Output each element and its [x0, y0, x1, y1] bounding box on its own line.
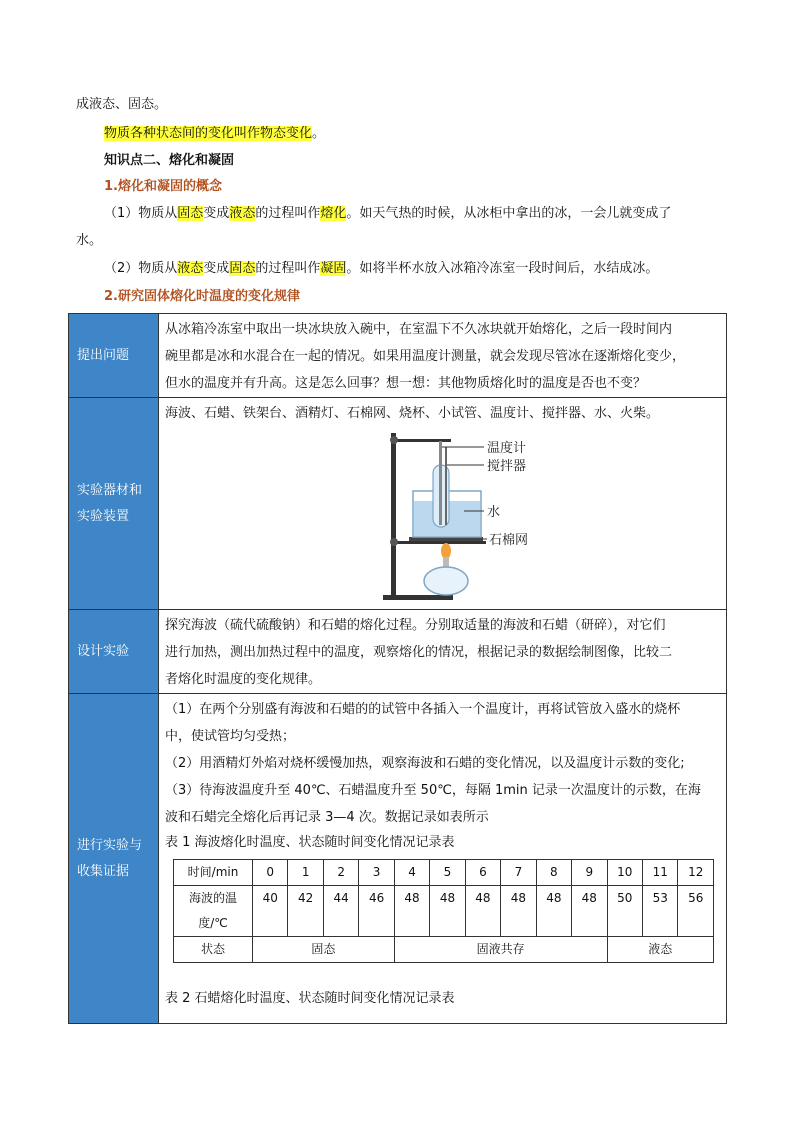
label-procedure-line: 进行实验与	[77, 837, 143, 853]
p2-highlight-solid: 固态	[229, 261, 256, 276]
p1-part: （1）物质从	[104, 206, 178, 221]
text-line: 波和石蜡完全熔化后再记录 3—4 次。数据记录如表所示	[165, 810, 489, 825]
section-title-text: 知识点二、熔化和凝固	[104, 153, 235, 168]
ring-support	[391, 541, 486, 544]
cell-question	[159, 314, 727, 398]
label-equipment-line: 实验装置	[77, 508, 130, 524]
time-cell: 6	[465, 860, 500, 886]
label-thermometer: 温度计	[487, 441, 527, 456]
temperature-cell: 53	[642, 886, 677, 937]
subsection-title-1	[104, 177, 222, 197]
time-cell: 10	[607, 860, 642, 886]
row-design	[69, 610, 727, 694]
intro-text: 成液态、固态。	[76, 97, 168, 112]
label-procedure	[69, 694, 159, 1024]
temperature-cell: 42	[288, 886, 323, 937]
thermometer	[439, 441, 442, 525]
time-cell: 9	[572, 860, 607, 886]
paragraph-2	[104, 259, 658, 279]
temperature-cell: 40	[253, 886, 288, 937]
label-water: 水	[487, 505, 501, 520]
temperature-cell: 56	[678, 886, 714, 937]
label-question-text: 提出问题	[77, 347, 130, 363]
p1-highlight-liquid: 液态	[229, 206, 256, 221]
subsection-title-1-text: 1.熔化和凝固的概念	[104, 179, 222, 194]
row-procedure	[69, 694, 727, 1024]
text-line: 从冰箱冷冻室中取出一块冰块放入碗中，在室温下不久冰块就开始熔化，之后一段时间内	[165, 322, 673, 337]
subsection-title-2	[104, 287, 300, 307]
row-question	[69, 314, 727, 398]
table2-caption: 表 2 石蜡熔化时温度、状态随时间变化情况记录表	[165, 991, 455, 1006]
p1-part: 变成	[203, 206, 230, 221]
label-equipment-line: 实验器材和	[77, 482, 143, 498]
temperature-cell: 48	[501, 886, 536, 937]
temperature-header-line: 海波的温	[188, 891, 237, 905]
temperature-cell: 50	[607, 886, 642, 937]
time-cell: 12	[678, 860, 714, 886]
p2-highlight-liquid: 液态	[177, 261, 204, 276]
label-stirrer: 搅拌器	[487, 459, 527, 474]
alcohol-lamp	[424, 567, 468, 595]
subsection-title-2-text: 2.研究固体熔化时温度的变化规律	[104, 289, 300, 304]
p2-part: （2）物质从	[104, 261, 178, 276]
paragraph-1	[104, 204, 671, 224]
label-question	[69, 314, 159, 398]
temperature-cell: 48	[394, 886, 429, 937]
p2-part: 。如将半杯水放入冰箱冷冻室一段时间后，水结成冰。	[346, 261, 659, 276]
time-row	[174, 860, 714, 886]
temperature-cell: 48	[536, 886, 571, 937]
time-cell: 11	[642, 860, 677, 886]
time-cell: 1	[288, 860, 323, 886]
section-title	[104, 151, 234, 171]
temperature-row	[174, 886, 714, 937]
definition-highlight: 物质各种状态间的变化叫作物态变化	[104, 126, 313, 141]
temperature-cell: 48	[430, 886, 465, 937]
temperature-header	[174, 886, 253, 937]
state-liquid: 液态	[607, 937, 713, 963]
p1-continuation: 水。	[76, 233, 103, 248]
time-cell: 2	[323, 860, 358, 886]
label-gauze: 石棉网	[489, 533, 529, 548]
text-line: 者熔化时温度的变化规律。	[165, 672, 322, 687]
design-text	[159, 610, 726, 693]
state-mixed: 固液共存	[394, 937, 607, 963]
clamp-knob	[390, 436, 398, 444]
time-cell: 7	[501, 860, 536, 886]
table1-caption: 表 1 海波熔化时温度、状态随时间变化情况记录表	[165, 835, 455, 850]
text-line: 探究海波（硫代硫酸钠）和石蜡的熔化过程。分别取适量的海波和石蜡（研碎），对它们	[165, 618, 666, 633]
text-line: 碗里都是冰和水混合在一起的情况。如果用温度计测量，就会发现尽管冰在逐渐熔化变少，	[165, 349, 686, 364]
time-cell: 3	[359, 860, 394, 886]
stirrer	[445, 447, 447, 525]
p2-highlight-freezing: 凝固	[320, 261, 347, 276]
label-equipment	[69, 398, 159, 610]
state-solid: 固态	[253, 937, 395, 963]
time-cell: 0	[253, 860, 288, 886]
temperature-cell: 46	[359, 886, 394, 937]
p1-part: 。如天气热的时候，从冰柜中拿出的冰，一会儿就变成了	[346, 206, 672, 221]
experiment-table	[68, 313, 727, 1024]
definition-line	[104, 124, 325, 144]
time-cell: 5	[430, 860, 465, 886]
cell-design	[159, 610, 727, 694]
intro-line	[76, 95, 167, 115]
p1-highlight-melting: 熔化	[320, 206, 347, 221]
ring-knob	[390, 538, 398, 546]
temperature-cell: 48	[572, 886, 607, 937]
cell-procedure	[159, 694, 727, 1024]
definition-end: 。	[312, 126, 326, 141]
procedure-text	[159, 694, 726, 831]
cell-equipment	[159, 398, 727, 610]
label-design	[69, 610, 159, 694]
question-text	[159, 314, 726, 397]
text-line: （2）用酒精灯外焰对烧杯缓慢加热，观察海波和石蜡的变化情况，以及温度计示数的变化;	[165, 756, 685, 771]
lamp-neck	[443, 557, 449, 567]
row-equipment	[69, 398, 727, 610]
p1-part: 的过程叫作	[255, 206, 321, 221]
p2-part: 的过程叫作	[255, 261, 321, 276]
time-cell: 8	[536, 860, 571, 886]
state-header: 状态	[174, 937, 253, 963]
temperature-cell: 44	[323, 886, 358, 937]
state-row	[174, 937, 714, 963]
text-line: （1）在两个分别盛有海波和石蜡的的试管中各插入一个温度计，再将试管放入盛水的烧杯	[165, 702, 681, 717]
temperature-header-line: 度/℃	[198, 916, 228, 930]
p2-part: 变成	[203, 261, 230, 276]
temperature-cell: 48	[465, 886, 500, 937]
stand-rod	[391, 433, 396, 597]
equipment-text: 海波、石蜡、铁架台、酒精灯、石棉网、烧杯、小试管、温度计、搅拌器、水、火柴。	[165, 406, 660, 421]
time-header: 时间/min	[174, 860, 253, 886]
label-design-text: 设计实验	[77, 643, 130, 659]
text-line: 中，使试管均匀受热；	[165, 729, 296, 744]
flame	[441, 543, 451, 559]
text-line: 进行加热，测出加热过程中的温度，观察熔化的情况，根据记录的数据绘制图像，比较二	[165, 645, 673, 660]
time-cell: 4	[394, 860, 429, 886]
paragraph-1-cont	[76, 231, 102, 251]
apparatus-figure	[369, 427, 689, 607]
label-procedure-line: 收集证据	[77, 863, 130, 879]
text-line: 但水的温度并有升高。这是怎么回事？想一想：其他物质熔化时的温度是否也不变？	[165, 376, 647, 391]
text-line: （3）待海波温度升至 40℃、石蜡温度升至 50℃，每隔 1min 记录一次温度计的示数，在海	[165, 783, 701, 798]
haibo-data-table	[173, 859, 714, 963]
p1-highlight-solid: 固态	[177, 206, 204, 221]
